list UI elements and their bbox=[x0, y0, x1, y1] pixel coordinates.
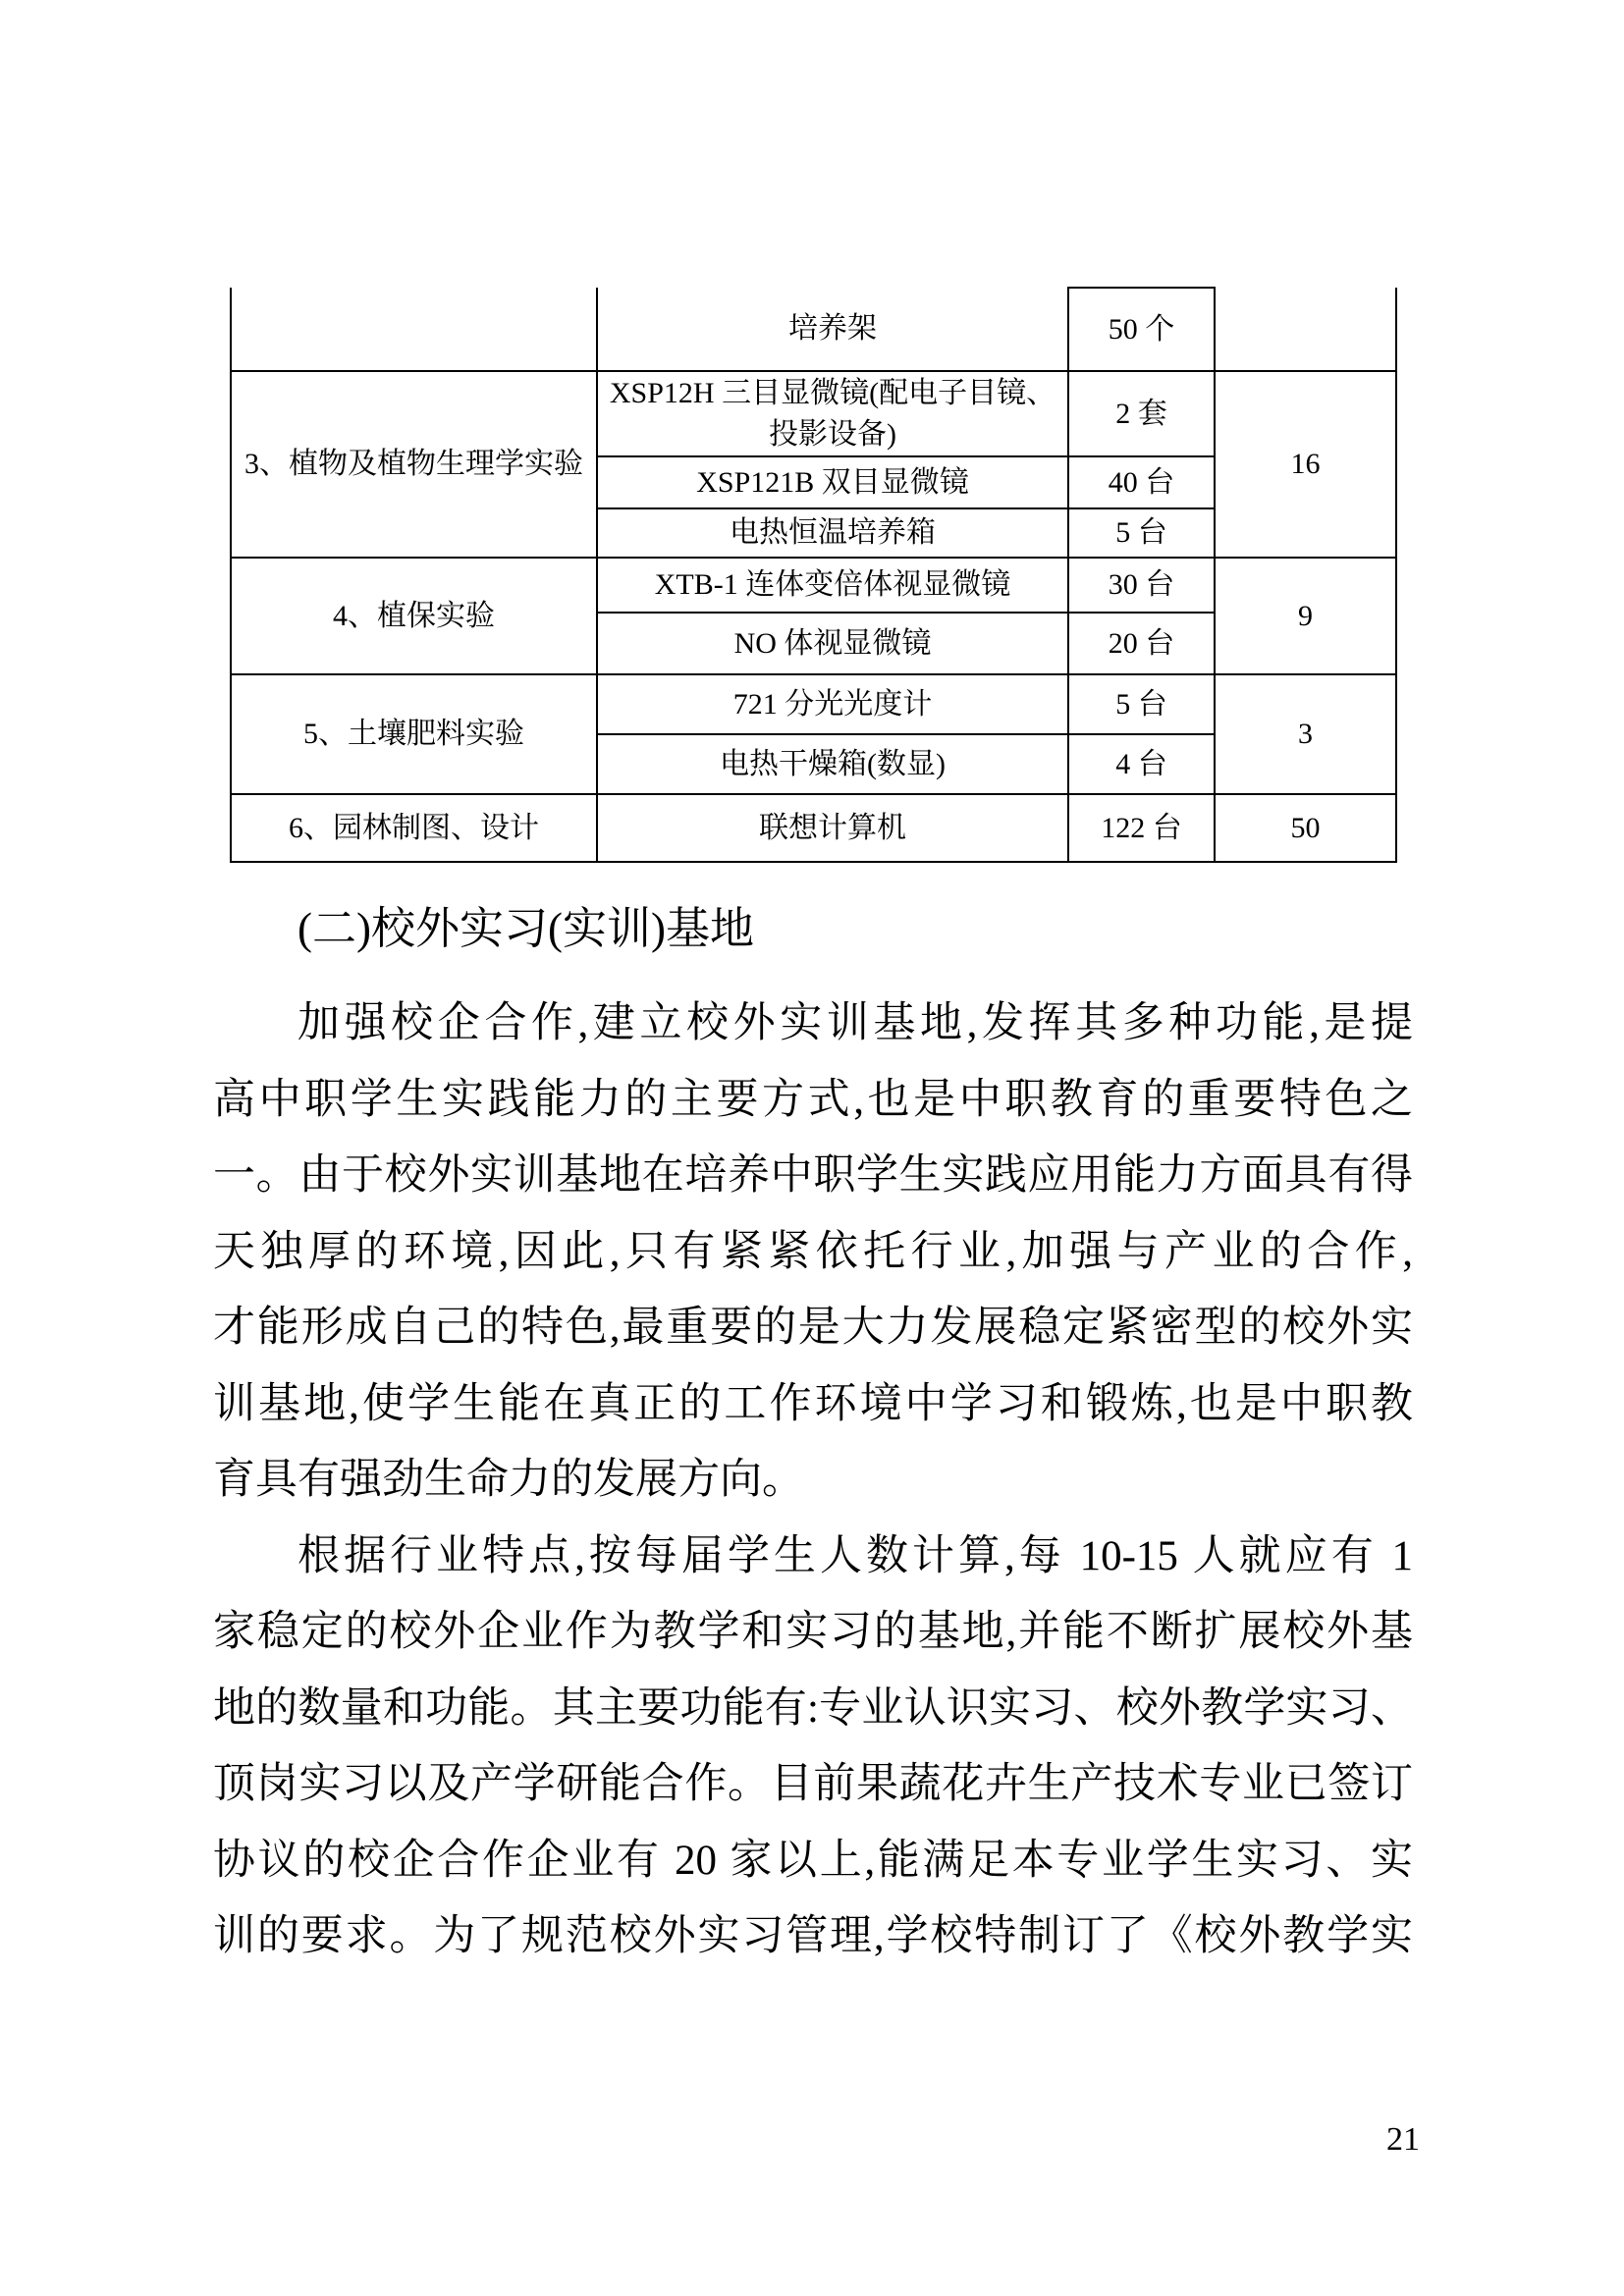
cell-equipment: 电热恒温培养箱 bbox=[597, 508, 1068, 558]
page-number: 21 bbox=[1386, 2121, 1420, 2158]
paragraph-line: 天独厚的环境,因此,只有紧紧依托行业,加强与产业的合作, bbox=[213, 1228, 1413, 1275]
cell-quantity: 122 台 bbox=[1068, 794, 1215, 862]
cell-quantity: 4 台 bbox=[1068, 734, 1215, 794]
cell-equipment: 培养架 bbox=[597, 288, 1068, 371]
equipment-table bbox=[230, 287, 1397, 863]
paragraph-line: 高中职学生实践能力的主要方式,也是中职教育的重要特色之 bbox=[213, 1076, 1413, 1123]
cell-quantity: 40 台 bbox=[1068, 456, 1215, 508]
cell-category: 6、园林制图、设计 bbox=[231, 794, 597, 862]
cell-equipment: 联想计算机 bbox=[597, 794, 1068, 862]
table-row bbox=[231, 288, 1396, 371]
cell-equipment: 721 分光光度计 bbox=[597, 674, 1068, 734]
cell-category: 5、土壤肥料实验 bbox=[231, 674, 597, 794]
paragraph-line: 训基地,使学生能在真正的工作环境中学习和锻炼,也是中职教 bbox=[213, 1380, 1413, 1427]
cell-count bbox=[1215, 288, 1396, 371]
paragraph-line: 训的要求。为了规范校外实习管理,学校特制订了《校外教学实 bbox=[213, 1913, 1413, 1959]
cell-count: 50 bbox=[1215, 794, 1396, 862]
cell-count: 16 bbox=[1215, 371, 1396, 558]
table-row bbox=[231, 674, 1396, 734]
paragraph-line: 地的数量和功能。其主要功能有:专业认识实习、校外教学实习、 bbox=[213, 1684, 1413, 1732]
paragraph-line: 协议的校企合作企业有 20 家以上,能满足本专业学生实习、实 bbox=[213, 1837, 1413, 1884]
cell-equipment: XTB-1 连体变倍体视显微镜 bbox=[597, 558, 1068, 613]
cell-equipment: NO 体视显微镜 bbox=[597, 613, 1068, 674]
cell-count: 9 bbox=[1215, 558, 1396, 674]
paragraph-line: 家稳定的校外企业作为教学和实习的基地,并能不断扩展校外基 bbox=[213, 1609, 1413, 1655]
cell-quantity: 50 个 bbox=[1068, 288, 1215, 371]
table-row bbox=[231, 794, 1396, 862]
paragraph-line: 根据行业特点,按每届学生人数计算,每 10-15 人就应有 1 bbox=[298, 1532, 1413, 1579]
cell-quantity: 5 台 bbox=[1068, 508, 1215, 558]
paragraph-line: 一。由于校外实训基地在培养中职学生实践应用能力方面具有得 bbox=[213, 1152, 1413, 1199]
paragraph-line: 才能形成自己的特色,最重要的是大力发展稳定紧密型的校外实 bbox=[213, 1305, 1413, 1351]
cell-category: 3、植物及植物生理学实验 bbox=[231, 371, 597, 558]
body-text bbox=[213, 986, 1413, 1975]
cell-quantity: 20 台 bbox=[1068, 613, 1215, 674]
paragraph-line: 顶岗实习以及产学研能合作。目前果蔬花卉生产技术专业已签订 bbox=[213, 1761, 1413, 1807]
cell-equipment: XSP121B 双目显微镜 bbox=[597, 456, 1068, 508]
cell-count: 3 bbox=[1215, 674, 1396, 794]
paragraph-line: 加强校企合作,建立校外实训基地,发挥其多种功能,是提 bbox=[298, 1000, 1413, 1046]
cell-category bbox=[231, 288, 597, 371]
table-row bbox=[231, 558, 1396, 613]
cell-quantity: 5 台 bbox=[1068, 674, 1215, 734]
cell-equipment: 电热干燥箱(数显) bbox=[597, 734, 1068, 794]
cell-quantity: 2 套 bbox=[1068, 371, 1215, 456]
cell-quantity: 30 台 bbox=[1068, 558, 1215, 613]
cell-category: 4、植保实验 bbox=[231, 558, 597, 674]
table-row bbox=[231, 371, 1396, 456]
cell-equipment: XSP12H 三目显微镜(配电子目镜、投影设备) bbox=[597, 371, 1068, 456]
paragraph-line: 育具有强劲生命力的发展方向。 bbox=[213, 1457, 804, 1503]
section-heading: (二)校外实习(实训)基地 bbox=[298, 904, 754, 953]
